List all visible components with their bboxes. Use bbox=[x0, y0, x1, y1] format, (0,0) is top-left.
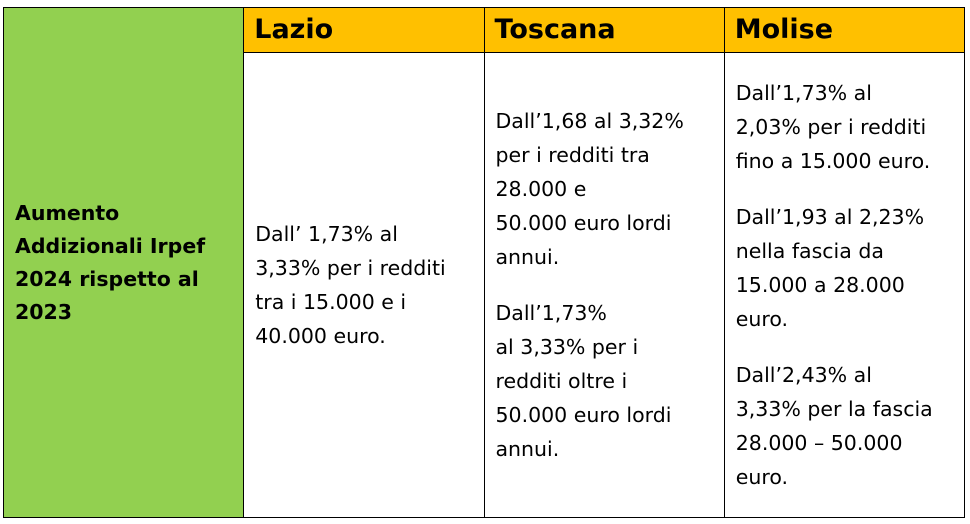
header-toscana: Toscana bbox=[484, 8, 724, 53]
molise-text-3: Dall’2,43% al 3,33% per la fascia 28.000 – 50.000 euro. bbox=[735, 363, 933, 489]
molise-paragraph-2 bbox=[725, 200, 964, 336]
toscana-text-1: Dall’1,68 al 3,32% per i redditi tra 28.000 e 50.000 euro lordi annui. bbox=[495, 109, 684, 269]
molise-text-2: Dall’1,93 al 2,23% nella fascia da 15.000 a 28.000 euro. bbox=[735, 205, 925, 331]
cell-toscana bbox=[484, 53, 724, 518]
row-label: Aumento Addizionali Irpef 2024 rispetto al 2023 bbox=[15, 200, 206, 324]
lazio-text: Dall’ 1,73% al 3,33% per i redditi tra i 15.000 e i 40.000 euro. bbox=[255, 222, 446, 348]
toscana-paragraph-2 bbox=[485, 296, 724, 466]
row-label-cell bbox=[4, 8, 244, 518]
cell-molise bbox=[724, 53, 964, 518]
header-molise: Molise bbox=[724, 8, 964, 53]
toscana-paragraph-1 bbox=[485, 104, 724, 274]
molise-text-1: Dall’1,73% al 2,03% per i redditi fino a 15.000 euro. bbox=[735, 81, 931, 173]
molise-paragraph-3 bbox=[725, 358, 964, 494]
irpef-comparison-table bbox=[3, 7, 965, 518]
toscana-text-2: Dall’1,73% al 3,33% per i redditi oltre i 50.000 euro lordi annui. bbox=[495, 301, 672, 461]
molise-paragraph-1 bbox=[725, 76, 964, 178]
cell-lazio bbox=[244, 53, 484, 518]
header-lazio: Lazio bbox=[244, 8, 484, 53]
header-row bbox=[4, 8, 965, 53]
